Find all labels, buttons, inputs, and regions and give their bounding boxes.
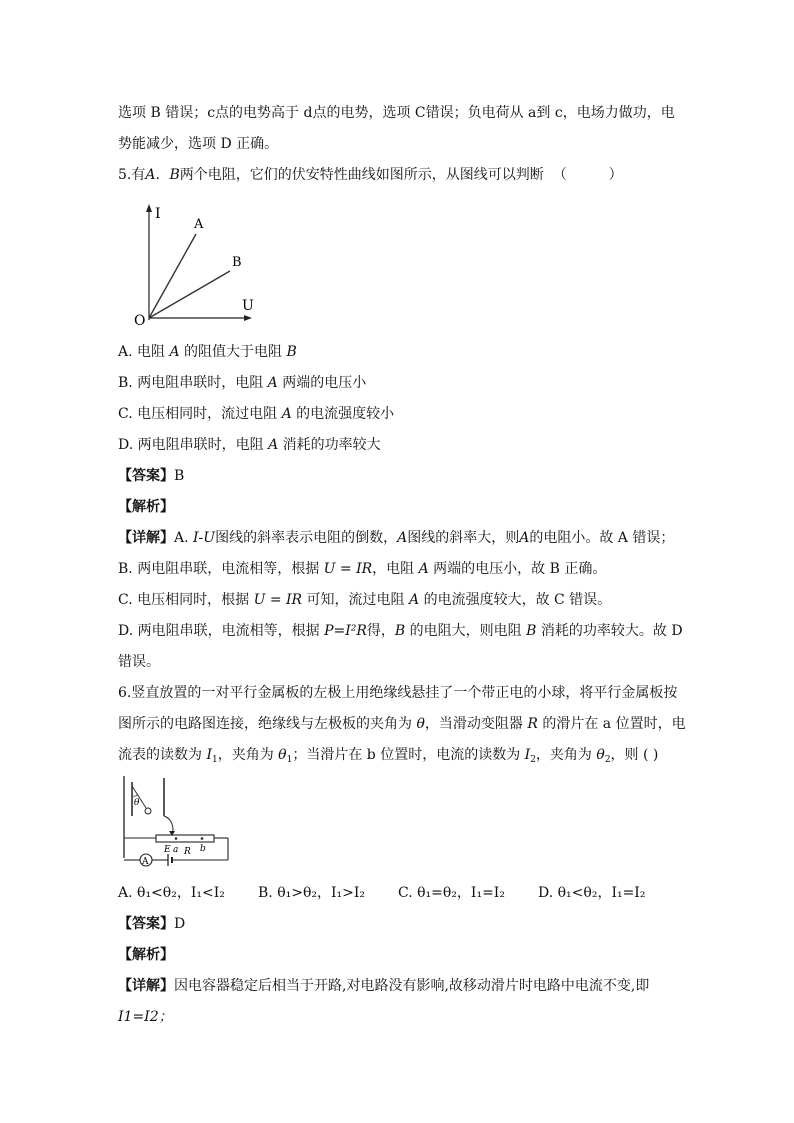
point-b — [201, 837, 204, 840]
q6-stem-3: 流表的读数为 $I_1$，夹角为 $\theta_1$；当滑片在 b 位置时，电流的读数为 $I_2$，夹角为 $\theta_2$，则 ( ) — [118, 747, 659, 765]
q6-detail-last: I1=I2； — [118, 1009, 173, 1025]
q5-stem: 5.有A．B两个电阻，它们的伏安特性曲线如图所示，从图线可以判断 （ ） — [118, 167, 623, 183]
q5-answer: 【答案】B — [118, 468, 185, 484]
intro-line-1: 选项 B 错误；c点的电势高于 d点的电势，选项 C错误；负电荷从 a到 c，电场力做功，电 — [118, 105, 675, 121]
x-axis-label: U — [242, 298, 254, 314]
label-e: E — [164, 845, 171, 855]
q5-analysis-heading: 【解析】 — [118, 499, 174, 515]
ammeter-label: A — [142, 857, 149, 867]
q6-circuit-diagram — [116, 772, 236, 872]
q5-option-b: B. 两电阻串联时，电阻 A 两端的电压小 — [118, 375, 367, 391]
x-axis-arrow — [244, 315, 252, 321]
q6-answer: 【答案】D — [118, 916, 186, 932]
point-a — [175, 837, 178, 840]
rheostat — [156, 835, 214, 842]
q6-detail: 【详解】因电容器稳定后相当于开路,对电路没有影响,故移动滑片时电路中电流不变,即 — [118, 978, 650, 994]
q6-option-a: A. θ₁<θ₂，I₁<I₂ — [118, 885, 225, 901]
origin-label: O — [134, 313, 146, 328]
q6-option-c: C. θ₁=θ₂，I₁=I₂ — [398, 885, 505, 901]
q5-option-c: C. 电压相同时，流过电阻 A 的电流强度较小 — [118, 406, 395, 422]
q6-stem-1: 6.竖直放置的一对平行金属板的左极上用绝缘线悬挂了一个带正电的小球，将平行金属板按 — [118, 685, 678, 701]
line-a-label: A — [194, 217, 204, 232]
intro-line-2: 势能减少，选项 D 正确。 — [118, 136, 279, 152]
q6-option-b: B. θ₁>θ₂，I₁>I₂ — [258, 885, 366, 901]
q5-iu-graph — [128, 198, 268, 328]
q5-option-a: A. 电阻 A 的阻值大于电阻 B — [118, 344, 297, 360]
label-a: a — [173, 845, 179, 855]
q5-detail-1: 【详解】A. I-U图线的斜率表示电阻的倒数，A图线的斜率大，则A的电阻小。故 A 错误； — [118, 530, 675, 546]
charged-ball — [145, 808, 151, 814]
line-b — [149, 271, 230, 318]
q6-option-d: D. θ₁<θ₂，I₁=I₂ — [538, 885, 646, 901]
q6-analysis-heading: 【解析】 — [118, 947, 174, 963]
q5-detail-2: B. 两电阻串联，电流相等，根据 U = IR，电阻 A 两端的电压小，故 B 正确。 — [118, 561, 607, 577]
q5-option-d: D. 两电阻串联时，电阻 A 消耗的功率较大 — [118, 437, 381, 453]
y-axis-arrow — [146, 204, 152, 212]
q6-stem-2: 图所示的电路图连接，绝缘线与左极板的夹角为 θ，当滑动变阻器 R 的滑片在 a 位置时，电 — [118, 716, 686, 732]
q5-detail-3: C. 电压相同时，根据 U = IR 可知，流过电阻 A 的电流强度较大，故 C 错误。 — [118, 592, 612, 608]
q5-detail-5: 错误。 — [118, 654, 160, 670]
line-b-label: B — [232, 255, 242, 270]
y-axis-label: I — [155, 206, 161, 222]
label-r: R — [184, 847, 191, 857]
line-a — [149, 234, 196, 318]
theta-label: θ — [134, 798, 140, 808]
q5-detail-4: D. 两电阻串联，电流相等，根据 P=I²R得，B 的电阻大，则电阻 B 消耗的功率较大。故 D — [118, 623, 683, 639]
label-b: b — [200, 844, 206, 854]
